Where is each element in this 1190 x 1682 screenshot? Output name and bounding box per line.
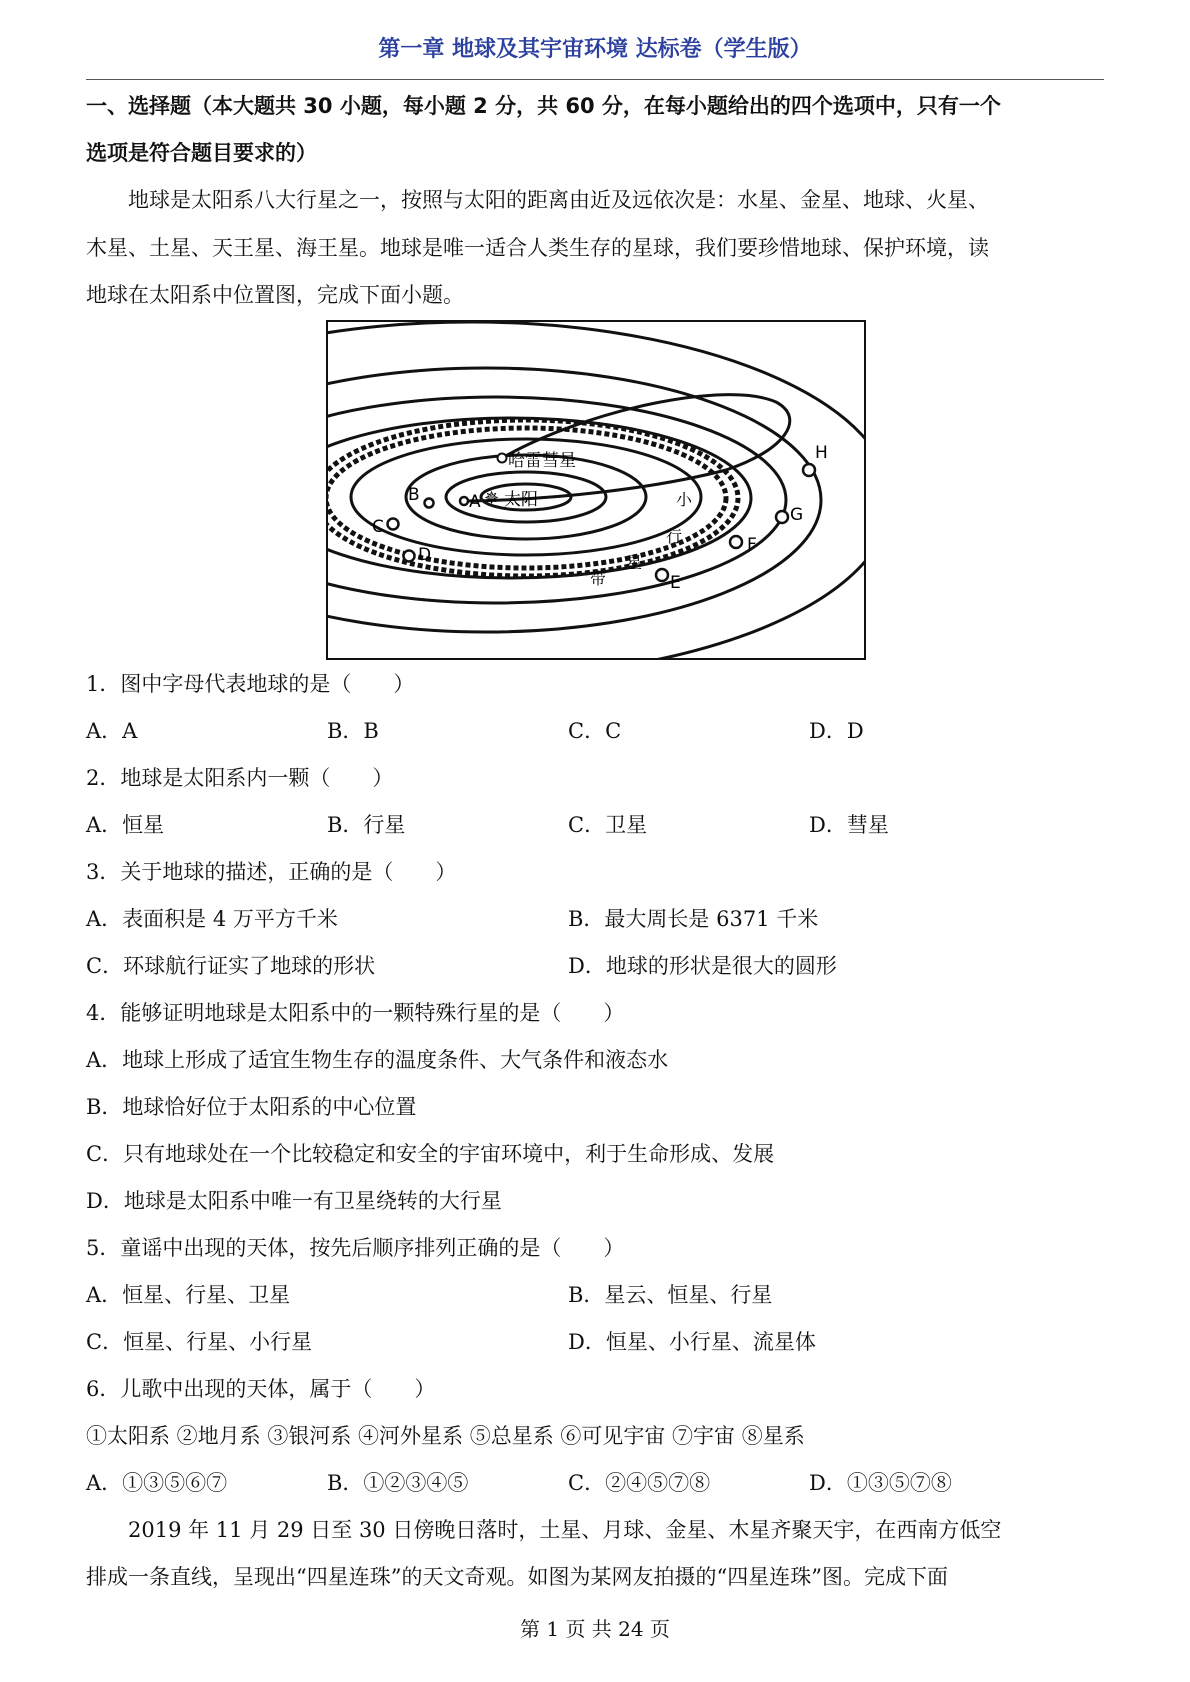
belt-char-3: 星 bbox=[626, 553, 643, 572]
q1-option-d[interactable]: D．D bbox=[809, 719, 864, 743]
question-5-options-row-1 bbox=[86, 1280, 1104, 1310]
q6-option-d[interactable]: D．①③⑤⑦⑧ bbox=[809, 1471, 952, 1495]
q6-option-a[interactable]: A．①③⑤⑥⑦ bbox=[86, 1471, 228, 1495]
question-5-options-row-2 bbox=[86, 1327, 1104, 1357]
q1-option-b[interactable]: B．B bbox=[327, 719, 379, 743]
section-heading-line-2: 选项是符合题目要求的） bbox=[86, 141, 317, 165]
q4-option-a[interactable]: A．地球上形成了适宜生物生存的温度条件、大气条件和液态水 bbox=[86, 1048, 669, 1072]
question-2-stem: 2．地球是太阳系内一颗（ ） bbox=[86, 766, 394, 790]
question-3-options-row-1 bbox=[86, 904, 1104, 934]
belt-char-4: 带 bbox=[590, 569, 607, 588]
q3-option-a[interactable]: A．表面积是 4 万平方千米 bbox=[86, 907, 338, 931]
planet-label-b: B bbox=[408, 485, 420, 505]
halley-comet-label: 哈雷彗星 bbox=[508, 451, 576, 471]
section-heading-line-1: 一、选择题（本大题共 30 小题，每小题 2 分，共 60 分，在每小题给出的四个选项中，只有一个 bbox=[86, 94, 1001, 118]
q4-option-b[interactable]: B．地球恰好位于太阳系的中心位置 bbox=[86, 1095, 417, 1119]
page-header: 第一章 地球及其宇宙环境 达标卷（学生版） bbox=[378, 37, 812, 62]
q6-option-b[interactable]: B．①②③④⑤ bbox=[327, 1471, 469, 1495]
q5-option-b[interactable]: B．星云、恒星、行星 bbox=[568, 1283, 773, 1307]
q5-option-a[interactable]: A．恒星、行星、卫星 bbox=[86, 1283, 291, 1307]
intro-line-3: 地球在太阳系中位置图，完成下面小题。 bbox=[86, 283, 464, 307]
solar-system-figure bbox=[326, 320, 866, 660]
planet-marker-a bbox=[460, 497, 468, 505]
planet-label-c: C bbox=[372, 517, 384, 537]
question-3-stem: 3．关于地球的描述，正确的是（ ） bbox=[86, 860, 457, 884]
q2-option-c[interactable]: C．卫星 bbox=[568, 813, 648, 837]
question-5-stem: 5．童谣中出现的天体，按先后顺序排列正确的是（ ） bbox=[86, 1236, 625, 1260]
planet-label-f: F bbox=[747, 535, 757, 555]
planet-label-a: A bbox=[469, 492, 481, 512]
question-3-options-row-2 bbox=[86, 951, 1104, 981]
planet-label-e: E bbox=[670, 573, 681, 593]
q4-option-c[interactable]: C．只有地球处在一个比较稳定和安全的宇宙环境中，利于生命形成、发展 bbox=[86, 1142, 775, 1166]
planet-marker-f bbox=[730, 536, 742, 548]
planet-marker-d bbox=[404, 551, 415, 562]
q4-option-d[interactable]: D．地球是太阳系中唯一有卫星绕转的大行星 bbox=[86, 1189, 502, 1213]
question-1-options bbox=[86, 716, 1104, 746]
question-1-stem: 1．图中字母代表地球的是（ ） bbox=[86, 672, 415, 696]
q2-option-a[interactable]: A．恒星 bbox=[86, 813, 165, 837]
q5-option-d[interactable]: D．恒星、小行星、流星体 bbox=[568, 1330, 816, 1354]
planet-marker-e bbox=[656, 569, 668, 581]
sun-label: 太阳 bbox=[504, 490, 538, 510]
q2-option-b[interactable]: B．行星 bbox=[327, 813, 406, 837]
header-divider bbox=[86, 79, 1104, 80]
question-6-stem: 6．儿歌中出现的天体，属于（ ） bbox=[86, 1377, 436, 1401]
question-6-options bbox=[86, 1468, 1104, 1498]
q1-option-a[interactable]: A．A bbox=[86, 719, 138, 743]
planet-marker-c bbox=[388, 519, 399, 530]
intro-line-1: 地球是太阳系八大行星之一，按照与太阳的距离由近及远依次是：水星、金星、地球、火星、 bbox=[128, 188, 989, 212]
planet-label-g: G bbox=[790, 505, 804, 525]
intro-line-2: 木星、土星、天王星、海王星。地球是唯一适合人类生存的星球，我们要珍惜地球、保护环境，读 bbox=[86, 236, 989, 260]
q3-option-b[interactable]: B．最大周长是 6371 千米 bbox=[568, 907, 819, 931]
planet-label-h: H bbox=[815, 443, 828, 463]
question-6-choices: ①太阳系 ②地月系 ③银河系 ④河外星系 ⑤总星系 ⑥可见宇宙 ⑦宇宙 ⑧星系 bbox=[86, 1424, 805, 1448]
belt-char-2: 行 bbox=[666, 527, 683, 546]
planet-marker-h bbox=[803, 464, 815, 476]
halley-comet bbox=[498, 454, 507, 463]
planet-label-d: D bbox=[418, 545, 432, 565]
question-2-options bbox=[86, 810, 1104, 840]
question-4-stem: 4．能够证明地球是太阳系中的一颗特殊行星的是（ ） bbox=[86, 1001, 625, 1025]
passage-2-line-2: 排成一条直线，呈现出“四星连珠”的天文奇观。如图为某网友拍摄的“四星连珠”图。完成下面 bbox=[86, 1565, 948, 1589]
planet-marker-b bbox=[425, 499, 434, 508]
q2-option-d[interactable]: D．彗星 bbox=[809, 813, 889, 837]
passage-2-line-1: 2019 年 11 月 29 日至 30 日傍晚日落时，土星、月球、金星、木星齐聚天宇，在西南方低空 bbox=[128, 1518, 1002, 1542]
belt-char-1: 小 bbox=[676, 490, 693, 509]
q3-option-c[interactable]: C．环球航行证实了地球的形状 bbox=[86, 954, 376, 978]
q6-option-c[interactable]: C．②④⑤⑦⑧ bbox=[568, 1471, 711, 1495]
page-footer: 第 1 页 共 24 页 bbox=[520, 1617, 670, 1641]
planet-marker-g bbox=[776, 511, 788, 523]
sun-icon: ✵ bbox=[484, 488, 500, 509]
q5-option-c[interactable]: C．恒星、行星、小行星 bbox=[86, 1330, 313, 1354]
q1-option-c[interactable]: C．C bbox=[568, 719, 622, 743]
q3-option-d[interactable]: D．地球的形状是很大的圆形 bbox=[568, 954, 837, 978]
